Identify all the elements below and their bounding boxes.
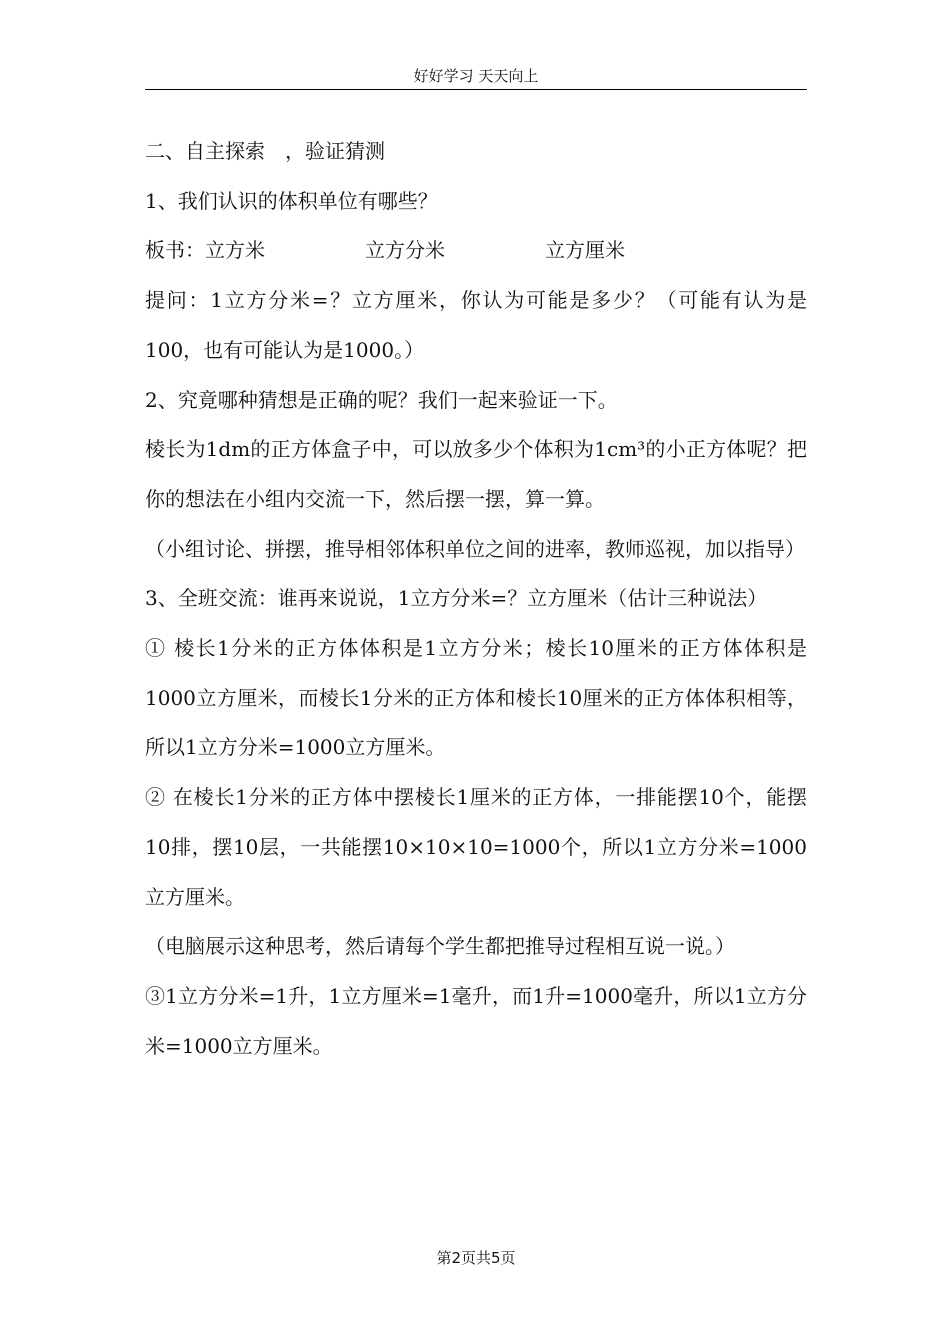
method-3: ③1立方分米=1升，1立方厘米=1毫升，而1升=1000毫升，所以1立方分米=1000立方厘米。	[145, 983, 807, 1058]
question-3: 3、全班交流：谁再来说说，1立方分米=？立方厘米（估计三种说法）	[145, 586, 768, 611]
question-1: 1、我们认识的体积单位有哪些？	[145, 188, 438, 213]
question-2: 2、究竟哪种猜想是正确的呢？我们一起来验证一下。	[145, 387, 618, 412]
computer-demo-note: （电脑展示这种思考，然后请每个学生都把推导过程相互说一说。）	[145, 934, 735, 959]
cube-task: 棱长为1dm的正方体盒子中，可以放多少个体积为1cm³的小正方体呢？把你的想法在小组内交流一下，然后摆一摆，算一算。	[145, 437, 807, 511]
page-header: 好好学习 天天向上	[413, 67, 539, 85]
board-writing: 板书：立方米 立方分米 立方厘米	[145, 238, 625, 263]
section-heading: 二、自主探索 ，验证猜测	[145, 139, 385, 163]
question-prompt: 提问：1立方分米=？立方厘米，你认为可能是多少？（可能有认为是100，也有可能认为是1000。）	[145, 288, 807, 362]
method-2: ② 在棱长1分米的正方体中摆棱长1厘米的正方体，一排能摆10个，能摆10排，摆10层，一共能摆10×10×10=1000个，所以1立方分米=1000立方厘米。	[145, 785, 807, 909]
method-1: ① 棱长1分米的正方体体积是1立方分米；棱长10厘米的正方体体积是1000立方厘米，而棱长1分米的正方体和棱长10厘米的正方体体积相等，所以1立方分米=1000立方厘米。	[145, 636, 807, 760]
header-rule	[145, 89, 807, 90]
document-body	[145, 127, 807, 1071]
group-activity-note: （小组讨论、拼摆，推导相邻体积单位之间的进率，教师巡视，加以指导）	[145, 536, 805, 561]
page-footer: 第2页共5页	[436, 1249, 516, 1267]
